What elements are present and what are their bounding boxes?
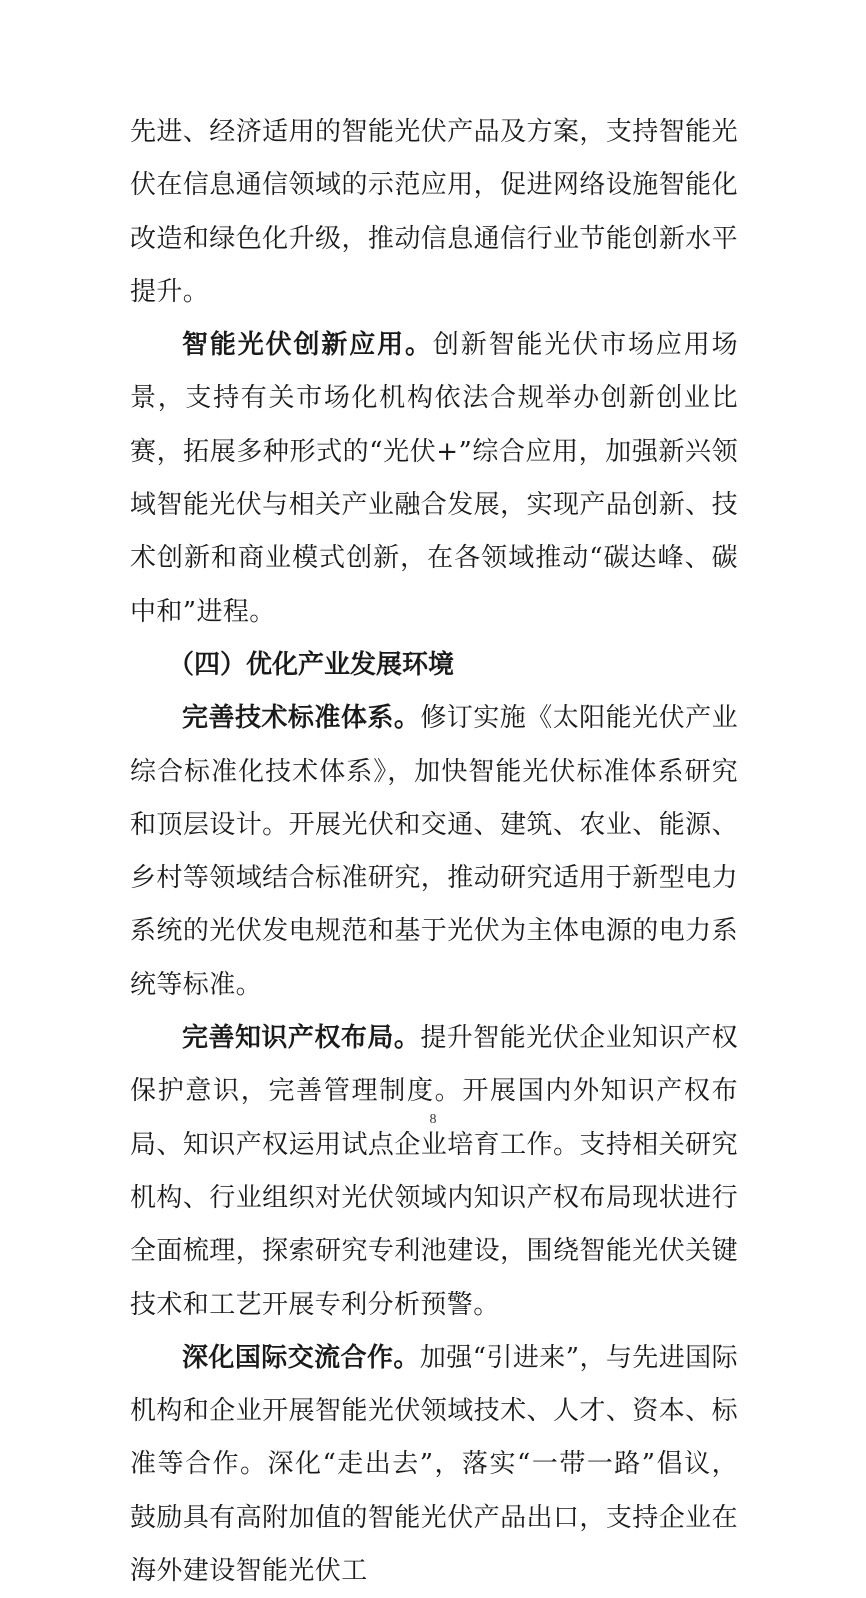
page-number: 8 bbox=[429, 1112, 437, 1127]
document-body bbox=[130, 106, 738, 1598]
paragraph-body: 提升智能光伏企业知识产权保护意识，完善管理制度。开展国内外知识产权布局、知识产权运用试点企业培育工作。支持相关研究机构、行业组织对光伏领域内知识产权布局现状进行全面梳理，探索研究专利池建设，围绕智能光伏关键技术和工艺开展专利分析预警。 bbox=[130, 1023, 738, 1320]
section-heading: （四）优化产业发展环境 bbox=[168, 649, 455, 680]
paragraph-body: 修订实施《太阳能光伏产业综合标准化技术体系》，加快智能光伏标准体系研究和顶层设计。开展光伏和交通、建筑、农业、能源、乡村等领域结合标准研究，推动研究适用于新型电力系统的光伏发电规范和基于光伏为主体电源的电力系统等标准。 bbox=[130, 703, 738, 1000]
paragraph-body: 创新智能光伏市场应用场景，支持有关市场化机构依法合规举办创新创业比赛，拓展多种形式的“光伏+”综合应用，加强新兴领域智能光伏与相关产业融合发展，实现产品创新、技术创新和商业模式创新，在各领域推动“碳达峰、碳中和”进程。 bbox=[130, 330, 738, 627]
paragraph-lead: 完善技术标准体系。 bbox=[182, 703, 421, 734]
paragraph-lead: 深化国际交流合作。 bbox=[182, 1342, 420, 1373]
paragraph-lead: 智能光伏创新应用。 bbox=[182, 330, 433, 361]
paragraph-body: 先进、经济适用的智能光伏产品及方案，支持智能光伏在信息通信领域的示范应用，促进网络设施智能化改造和绿色化升级，推动信息通信行业节能创新水平提升。 bbox=[130, 117, 738, 307]
paragraph-international-cooperation bbox=[130, 1332, 738, 1598]
paragraph-smart-pv-innovation bbox=[130, 319, 738, 639]
paragraph-technical-standards bbox=[130, 692, 738, 1012]
paragraph-continuation bbox=[130, 106, 738, 319]
paragraph-intellectual-property bbox=[130, 1012, 738, 1332]
paragraph-lead: 完善知识产权布局。 bbox=[182, 1023, 421, 1054]
paragraph-body: 加强“引进来”，与先进国际机构和企业开展智能光伏领域技术、人才、资本、标准等合作。深化“走出去”，落实“一带一路”倡议，鼓励具有高附加值的智能光伏产品出口，支持企业在海外建设智能光伏工 bbox=[130, 1342, 738, 1587]
